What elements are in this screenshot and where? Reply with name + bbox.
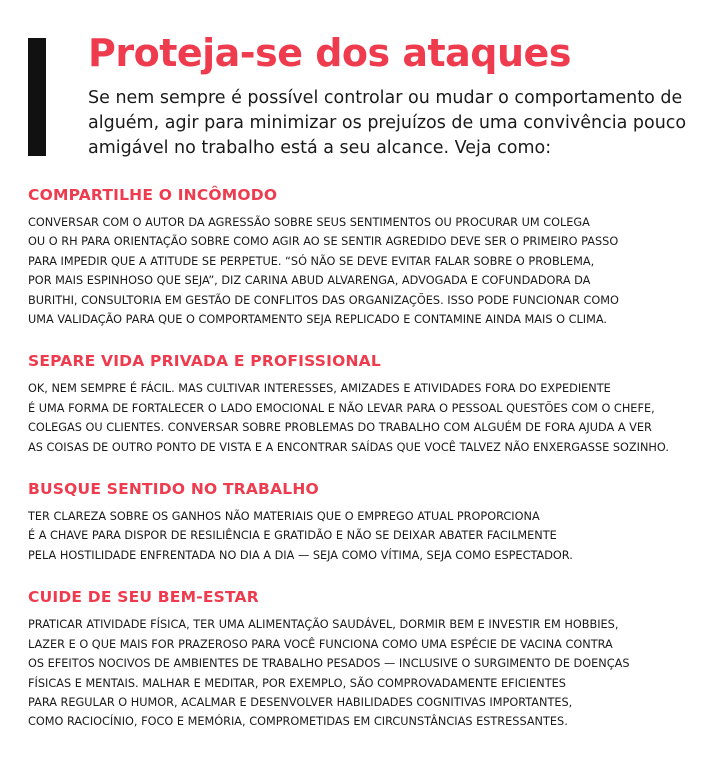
body-line: É A CHAVE PARA DISPOR DE RESILIÊNCIA E GRATIDÃO E NÃO SE DEIXAR ABATER FACILMENTE [28,529,557,543]
section-heading: BUSQUE SENTIDO NO TRABALHO [28,480,319,499]
body-line: PARA IMPEDIR QUE A ATITUDE SE PERPETUE. “SÓ NÃO SE DEVE EVITAR FALAR SOBRE O PROBLEMA, [28,254,595,268]
section-heading: CUIDE DE SEU BEM-ESTAR [28,588,259,607]
body-line: FÍSICAS E MENTAIS. MALHAR E MEDITAR, POR EXEMPLO, SÃO COMPROVADAMENTE EFICIENTES [28,676,566,690]
section-body [28,379,708,457]
article-header [88,28,708,161]
body-line: UMA VALIDAÇÃO PARA QUE O COMPORTAMENTO SEJA REPLICADO E CONTAMINE AINDA MAIS O CLIMA. [28,313,607,327]
body-line: BURITHI, CONSULTORIA EM GESTÃO DE CONFLITOS DAS ORGANIZAÇÕES. ISSO PODE FUNCIONAR COMO [28,293,619,307]
intro-paragraph: Se nem sempre é possível controlar ou mudar o comportamento de alguém, agir para minimizar os prejuízos de uma convivência pouco amigável no trabalho está a seu alcance. Veja como: [88,88,687,158]
page-title: Proteja-se dos ataques [88,31,571,75]
section-compartilhe-o-incomodo [28,182,708,329]
section-body [28,615,708,731]
tips-list [28,182,708,751]
section-heading: COMPARTILHE O INCÔMODO [28,186,278,204]
body-line: LAZER E O QUE MAIS FOR PRAZEROSO PARA VOCÊ FUNCIONA COMO UMA ESPÉCIE DE VACINA CONTRA [28,637,613,651]
section-body [28,507,708,565]
body-line: CONVERSAR COM O AUTOR DA AGRESSÃO SOBRE SEUS SENTIMENTOS OU PROCURAR UM COLEGA [28,216,590,229]
section-heading: SEPARE VIDA PRIVADA E PROFISSIONAL [28,352,381,371]
body-line: OK, NEM SEMPRE É FÁCIL. MAS CULTIVAR INTERESSES, AMIZADES E ATIVIDADES FORA DO EXPEDIENTE [28,382,611,396]
body-line: PARA REGULAR O HUMOR, ACALMAR E DESENVOLVER HABILIDADES COGNITIVAS IMPORTANTES, [28,695,573,709]
section-cuide-de-seu-bem-estar [28,584,708,731]
body-line: AS COISAS DE OUTRO PONTO DE VISTA E A ENCONTRAR SAÍDAS QUE VOCÊ TALVEZ NÃO ENXERGASSE SOZINHO. [28,440,669,454]
body-line: OS EFEITOS NOCIVOS DE AMBIENTES DE TRABALHO PESADOS — INCLUSIVE O SURGIMENTO DE DOENÇAS [28,657,630,671]
body-line: PRATICAR ATIVIDADE FÍSICA, TER UMA ALIMENTAÇÃO SAUDÁVEL, DORMIR BEM E INVESTIR EM HOBBIES, [28,618,619,632]
body-line: POR MAIS ESPINHOSO QUE SEJA”, DIZ CARINA ABUD ALVARENGA, ADVOGADA E COFUNDADORA DA [28,274,591,288]
body-line: TER CLAREZA SOBRE OS GANHOS NÃO MATERIAIS QUE O EMPREGO ATUAL PROPORCIONA [28,510,540,524]
section-body [28,213,708,329]
body-line: OU O RH PARA ORIENTAÇÃO SOBRE COMO AGIR AO SE SENTIR AGREDIDO DEVE SER O PRIMEIRO PASSO [28,235,619,249]
body-line: COMO RACIOCÍNIO, FOCO E MEMÓRIA, COMPROMETIDAS EM CIRCUNSTÂNCIAS ESTRESSANTES. [28,715,568,729]
body-line: PELA HOSTILIDADE ENFRENTADA NO DIA A DIA — SEJA COMO VÍTIMA, SEJA COMO ESPECTADOR. [28,548,573,562]
body-line: É UMA FORMA DE FORTALECER O LADO EMOCIONAL E NÃO LEVAR PARA O PESSOAL QUESTÕES COM O CHEFE, [28,401,655,415]
section-busque-sentido [28,476,708,565]
body-line: COLEGAS OU CLIENTES. CONVERSAR SOBRE PROBLEMAS DO TRABALHO COM ALGUÉM DE FORA AJUDA A VER [28,421,652,435]
section-separe-vida-privada [28,348,708,457]
accent-bar [28,38,46,156]
